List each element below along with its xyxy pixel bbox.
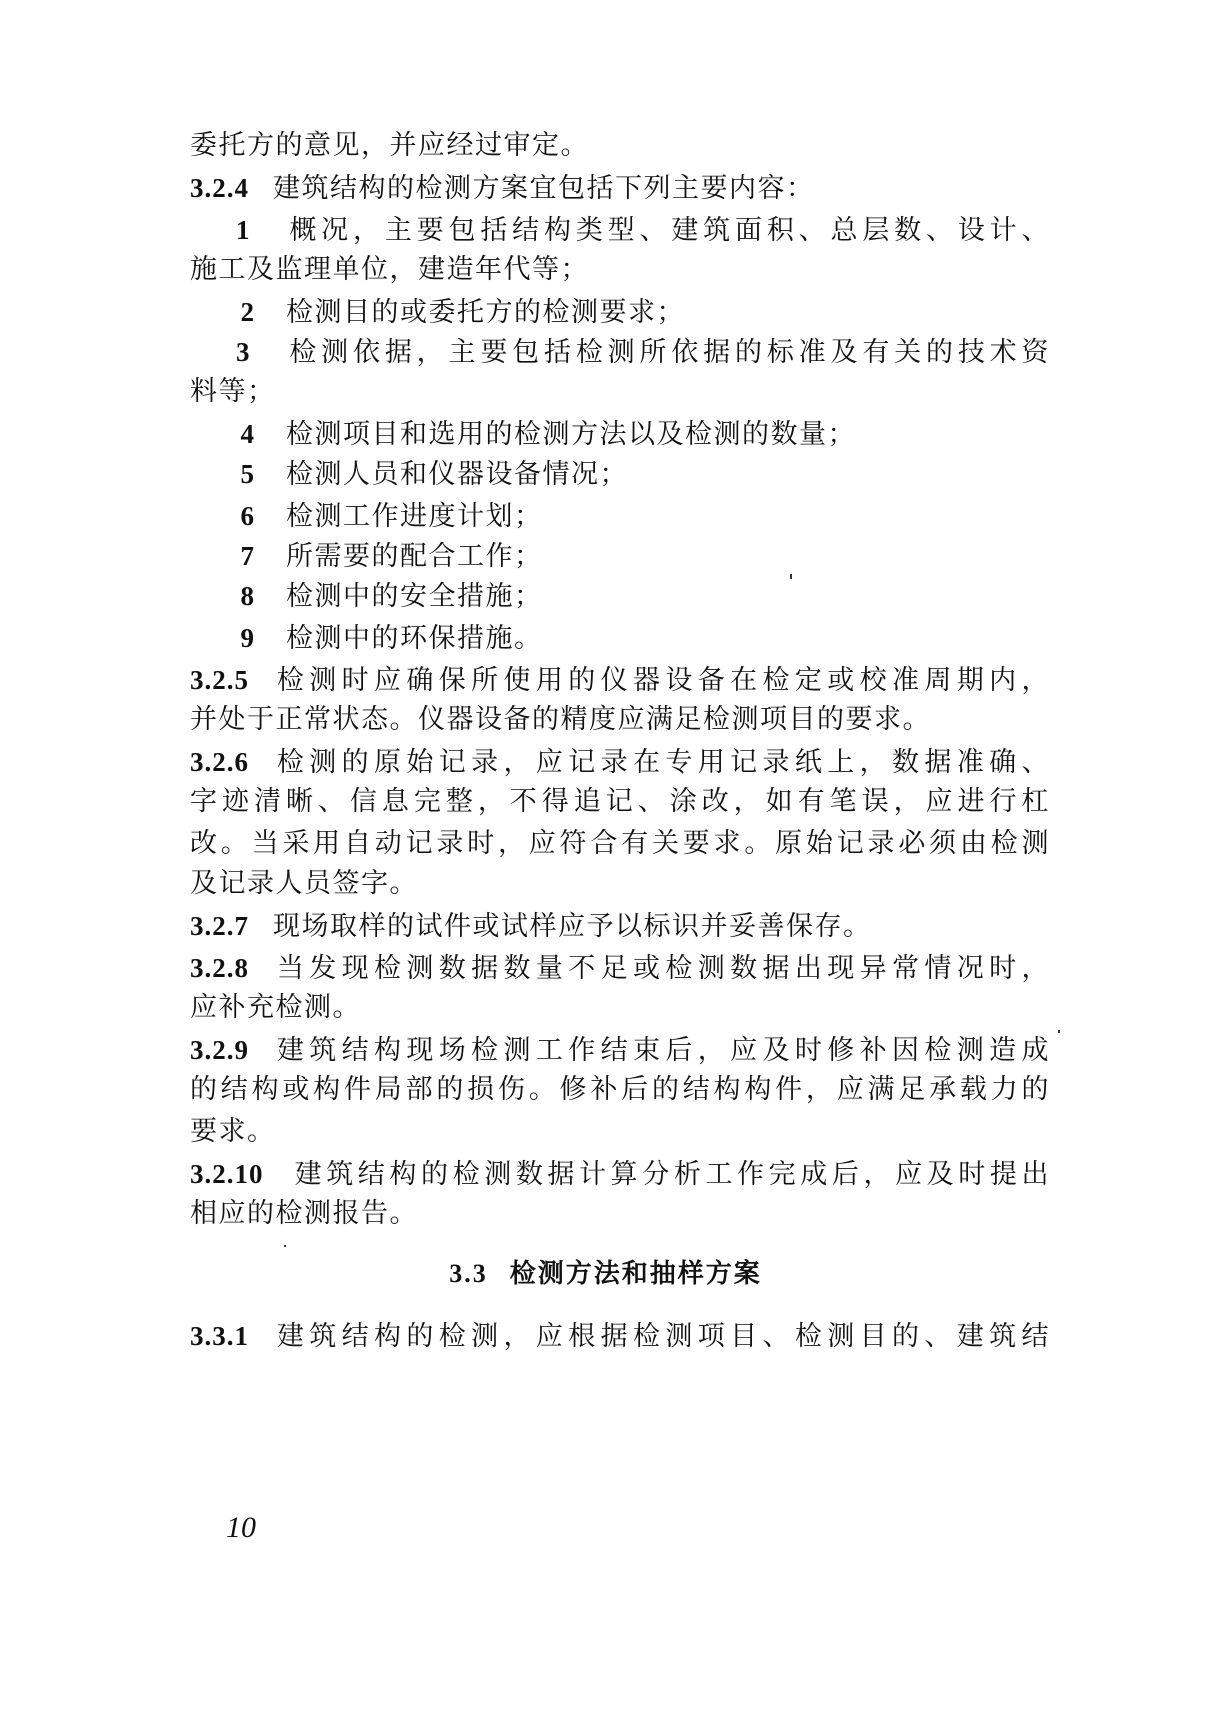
list-item-5 bbox=[236, 456, 1050, 493]
clause-number: 3.2.10 bbox=[190, 1159, 264, 1189]
section-number: 3.3 bbox=[449, 1259, 488, 1288]
text-line: 的结构或构件局部的损伤。修补后的结构构件，应满足承载力的 bbox=[190, 1074, 1050, 1105]
item-text: 检测中的环保措施。 bbox=[286, 623, 543, 654]
item-number: 1 bbox=[236, 215, 251, 245]
scan-speck bbox=[284, 1245, 286, 1247]
section-heading-3-3 bbox=[0, 1256, 1211, 1292]
item-text: 所需要的配合工作； bbox=[286, 541, 543, 572]
list-item-4 bbox=[236, 416, 1050, 453]
item-number: 2 bbox=[240, 297, 256, 327]
text-line: 委托方的意见，并应经过审定。 bbox=[190, 130, 589, 161]
scan-speck bbox=[1058, 1030, 1060, 1033]
list-item-3 bbox=[236, 334, 1050, 371]
clause-number: 3.2.4 bbox=[190, 173, 249, 203]
item-text: 检测项目和选用的检测方法以及检测的数量； bbox=[286, 419, 856, 450]
clause-text: 检测的原始记录，应记录在专用记录纸上，数据准确、 bbox=[273, 747, 1050, 778]
clause-3-2-6 bbox=[190, 744, 1050, 781]
clause-text: 检测时应确保所使用的仪器设备在检定或校准周期内， bbox=[273, 665, 1050, 696]
clause-text: 建筑结构现场检测工作结束后，应及时修补因检测造成 bbox=[273, 1035, 1050, 1066]
clause-text: 建筑结构的检测，应根据检测项目、检测目的、建筑结 bbox=[273, 1321, 1050, 1352]
list-item-1 bbox=[236, 212, 1050, 249]
clause-3-2-9 bbox=[190, 1032, 1050, 1069]
clause-text: 建筑结构的检测方案宜包括下列主要内容： bbox=[273, 173, 815, 204]
text-line: 施工及监理单位，建造年代等； bbox=[190, 254, 589, 285]
clause-number: 3.2.7 bbox=[190, 911, 249, 941]
clause-3-2-10 bbox=[190, 1156, 1050, 1193]
item-number: 7 bbox=[240, 541, 256, 571]
item-number: 3 bbox=[236, 337, 251, 367]
scan-speck bbox=[790, 574, 792, 579]
item-text: 检测工作进度计划； bbox=[286, 501, 543, 532]
list-item-8 bbox=[236, 578, 1050, 615]
item-text: 检测依据，主要包括检测所依据的标准及有关的技术资 bbox=[286, 337, 1050, 368]
clause-number: 3.2.6 bbox=[190, 747, 249, 777]
list-item-6 bbox=[236, 498, 1050, 535]
clause-number: 3.2.5 bbox=[190, 665, 249, 695]
clause-3-2-8 bbox=[190, 950, 1050, 987]
text-line: 相应的检测报告。 bbox=[190, 1198, 418, 1229]
list-item-9 bbox=[236, 620, 1050, 657]
clause-text: 当发现检测数据数量不足或检测数据出现异常情况时， bbox=[273, 953, 1050, 984]
clause-3-2-5 bbox=[190, 662, 1050, 699]
item-number: 4 bbox=[240, 419, 256, 449]
text-line: 应补充检测。 bbox=[190, 992, 361, 1023]
text-line: 改。当采用自动记录时，应符合有关要求。原始记录必须由检测 bbox=[190, 828, 1050, 859]
item-number: 5 bbox=[240, 459, 256, 489]
item-text: 检测中的安全措施； bbox=[286, 581, 543, 612]
item-text: 概况，主要包括结构类型、建筑面积、总层数、设计、 bbox=[286, 215, 1050, 246]
page-number: 10 bbox=[226, 1511, 256, 1544]
list-item-7 bbox=[236, 538, 1050, 575]
item-number: 8 bbox=[240, 581, 256, 611]
clause-3-2-4 bbox=[190, 170, 1050, 207]
text-line: 料等； bbox=[190, 376, 276, 407]
clause-3-2-7 bbox=[190, 908, 1050, 945]
clause-text: 建筑结构的检测数据计算分析工作完成后，应及时提出 bbox=[291, 1159, 1050, 1190]
item-number: 9 bbox=[240, 623, 256, 653]
item-text: 检测人员和仪器设备情况； bbox=[286, 459, 628, 490]
item-text: 检测目的或委托方的检测要求； bbox=[286, 297, 685, 328]
item-number: 6 bbox=[240, 501, 256, 531]
clause-number: 3.2.8 bbox=[190, 953, 249, 983]
list-item-2 bbox=[236, 294, 1050, 331]
clause-text: 现场取样的试件或试样应予以标识并妥善保存。 bbox=[273, 911, 872, 942]
section-title: 检测方法和抽样方案 bbox=[509, 1259, 762, 1289]
clause-number: 3.3.1 bbox=[190, 1321, 249, 1351]
clause-number: 3.2.9 bbox=[190, 1035, 249, 1065]
text-line: 要求。 bbox=[190, 1116, 276, 1147]
text-line: 字迹清晰、信息完整，不得追记、涂改，如有笔误，应进行杠 bbox=[190, 786, 1050, 817]
text-line: 及记录人员签字。 bbox=[190, 868, 418, 899]
text-line: 并处于正常状态。仪器设备的精度应满足检测项目的要求。 bbox=[190, 704, 931, 735]
clause-3-3-1 bbox=[190, 1318, 1050, 1355]
